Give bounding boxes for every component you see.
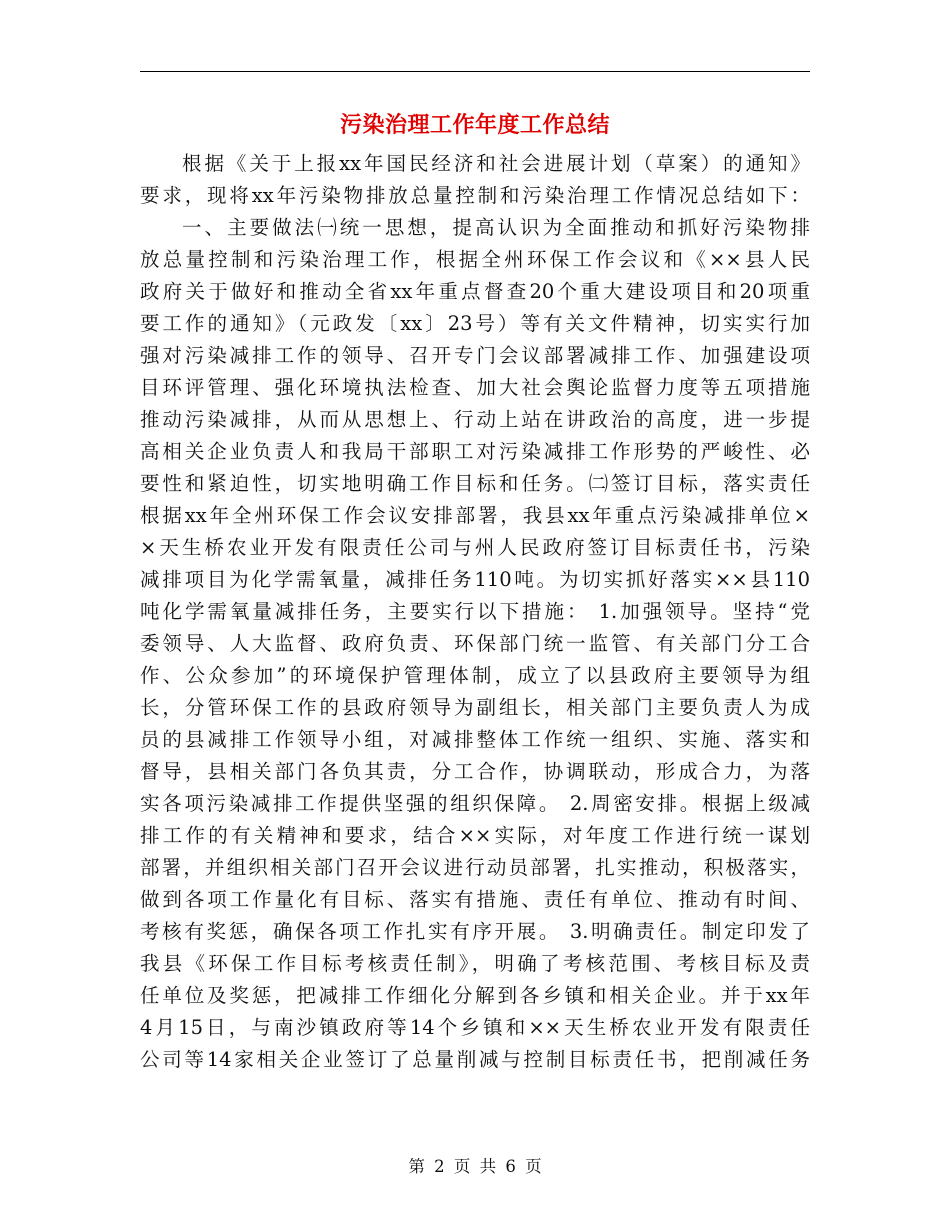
- body-line: 吨化学需氧量减排任务，主要实行以下措施： 1.加强领导。坚持“党: [140, 600, 810, 623]
- body-line: 目环评管理、强化环境执法检查、加大社会舆论监督力度等五项措施: [140, 376, 810, 399]
- page-number: 第 2 页 共 6 页: [408, 1157, 542, 1176]
- body-line: 员的县减排工作领导小组，对减排整体工作统一组织、实施、落实和: [140, 728, 810, 751]
- body-line: 要性和紧迫性，切实地明确工作目标和任务。㈡签订目标，落实责任: [140, 472, 810, 495]
- body-line: 强对污染减排工作的领导、召开专门会议部署减排工作、加强建设项: [140, 344, 810, 367]
- body-line: 作、公众参加”的环境保护管理体制，成立了以县政府主要领导为组: [140, 664, 810, 687]
- body-line: 推动污染减排，从而从思想上、行动上站在讲政治的高度，进一步提: [140, 408, 810, 431]
- body-line: 要工作的通知》（元政发〔xx〕23号）等有关文件精神，切实实行加: [140, 312, 810, 335]
- body-line: 做到各项工作量化有目标、落实有措施、责任有单位、推动有时间、: [140, 888, 810, 911]
- body-line: 高相关企业负责人和我局干部职工对污染减排工作形势的严峻性、必: [140, 440, 810, 463]
- body-line: 根据xx年全州环保工作会议安排部署，我县xx年重点污染减排单位×: [140, 504, 810, 527]
- body-line: 实各项污染减排工作提供坚强的组织保障。 2.周密安排。根据上级减: [140, 792, 810, 815]
- body-line: 一、主要做法㈠统一思想，提高认识为全面推动和抓好污染物排: [182, 216, 810, 239]
- body-line: 要求，现将xx年污染物排放总量控制和污染治理工作情况总结如下：: [140, 184, 810, 207]
- body-line: 公司等14家相关企业签订了总量削减与控制目标责任书，把削减任务: [140, 1048, 810, 1071]
- body-line: 我县《环保工作目标考核责任制》，明确了考核范围、考核目标及责: [140, 952, 810, 975]
- body-line: 4月15日，与南沙镇政府等14个乡镇和××天生桥农业开发有限责任: [140, 1016, 810, 1039]
- body-line: 根据《关于上报xx年国民经济和社会进展计划（草案）的通知》: [182, 152, 810, 175]
- body-line: 部署，并组织相关部门召开会议进行动员部署，扎实推动，积极落实，: [140, 856, 810, 879]
- header-rule: [140, 71, 810, 72]
- body-line: 考核有奖惩，确保各项工作扎实有序开展。 3.明确责任。制定印发了: [140, 920, 810, 943]
- body-line: 排工作的有关精神和要求，结合××实际，对年度工作进行统一谋划: [140, 824, 810, 847]
- body-line: 放总量控制和污染治理工作，根据全州环保工作会议和《××县人民: [140, 248, 810, 271]
- body-line: 任单位及奖惩，把减排工作细化分解到各乡镇和相关企业。并于xx年: [140, 984, 810, 1007]
- body-line: 督导，县相关部门各负其责，分工合作，协调联动，形成合力，为落: [140, 760, 810, 783]
- body-line: 政府关于做好和推动全省xx年重点督查20个重大建设项目和20项重: [140, 280, 810, 303]
- body-line: 长，分管环保工作的县政府领导为副组长，相关部门主要负责人为成: [140, 696, 810, 719]
- document-title: 污染治理工作年度工作总结: [339, 112, 610, 138]
- document-body: [140, 148, 810, 1076]
- body-line: 减排项目为化学需氧量，减排任务110吨。为切实抓好落实××县110: [140, 568, 810, 591]
- body-line: 委领导、人大监督、政府负责、环保部门统一监管、有关部门分工合: [140, 632, 810, 655]
- body-line: ×天生桥农业开发有限责任公司与州人民政府签订目标责任书，污染: [140, 536, 810, 559]
